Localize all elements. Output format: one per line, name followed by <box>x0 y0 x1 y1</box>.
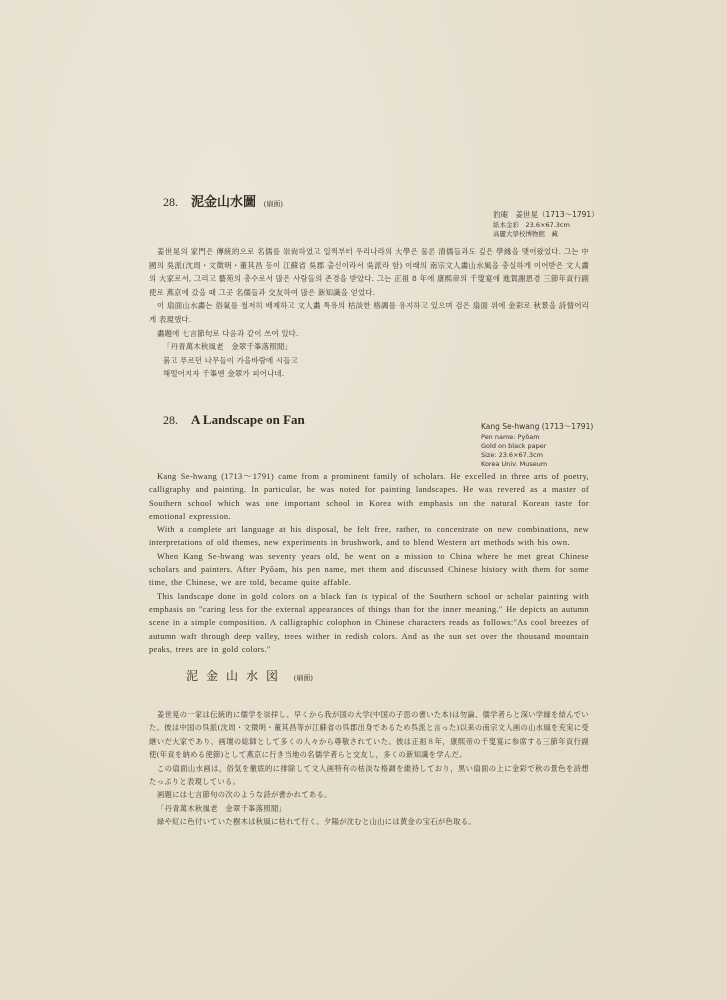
korean-paragraph: 畵題에 七言節句로 다음과 같이 쓰여 있다. <box>157 328 299 338</box>
japanese-poem-line: 緑や紅に色付いていた樹木は秋風に枯れて行く。夕陽が沈むと山山には黄金の宝石が色取る。 <box>157 817 476 827</box>
english-paragraph: This landscape done in gold colors on a black fan is typical of the Southern school or scholar painting with emphasis on "caring less for the external appearances of things than for the inner meaning." He depicts an autumn scene in a simple composition. A calligraphic colophon in Chinese characters reads as follows:"As cool breezes of autumn waft through deep valley, trees wither in redish colors. And as the sun set over the thousand mountain peaks, trees are in gold colors." <box>149 591 589 654</box>
english-body <box>149 470 589 656</box>
japanese-paragraph: 画題には七言節句の次のような詩が書かれてある。 <box>157 790 332 800</box>
korean-poem-line: 붉고 푸르던 나무들이 가을바람에 시들고 <box>163 355 298 365</box>
english-credit-block <box>481 422 593 469</box>
japanese-body <box>149 708 589 829</box>
english-paragraph: With a complete art language at his disposal, he felt free, rather, to concentrate on new combinations, new interpretations of old themes, new experiments in brushwork, and to blend Western art methods with his own. <box>149 525 589 548</box>
artwork-subtitle-japanese: (扇面) <box>294 674 313 682</box>
collection-credit: 高麗大學校博物館 藏 <box>493 230 558 238</box>
japanese-paragraph: 姜世晃の一家は伝統的に儒学を崇拝し、早くから我が国の大学(中国の子思の書いた本)は勿論、儒学者らと深い学縁を結んでいた。彼は中国の呉派(沈周・文徴明・董其昌等が江蘇省の呉郡出身であるため呉派と言った)以来の南宗文人画の山水風を充実に受継いだ大家であり、画壇の総師として多くの人々から尊敬されていた。彼は正祖８年，康熙帝の千叟宴に参席する三節年貢行副使(年貢を納める使節)として燕京に行き当地の名儒学者らと交友し，多くの新知識を学んだ。 <box>149 710 589 760</box>
artwork-title-korean: 泥金山水圖 <box>191 194 257 209</box>
artwork-title-english: A Landscape on Fan <box>191 412 305 427</box>
korean-body <box>149 245 589 381</box>
japanese-paragraph: この扇面山水画は，俗気を徹底的に排除して文人画特有の枯淡な格調を維持しており，黒い扇面の上に金彩で秋の景色を詩想たっぷりと表現している。 <box>149 763 589 787</box>
entry-number: 28. <box>163 195 178 209</box>
collection-credit: Korea Univ. Museum <box>481 460 548 468</box>
korean-poem-line: 해떨어지자 千峯엔 金翠가 피어나네. <box>163 369 285 379</box>
korean-section-title <box>163 191 283 211</box>
medium-credit: 紙本金彩 23.6×67.3cm <box>493 221 570 229</box>
artist-credit: Kang Se-hwang (1713～1791) <box>481 422 594 431</box>
english-paragraph: Kang Se-hwang (1713～1791) came from a prominent family of scholars. He excelled in three arts of poetry, calligraphy and painting. In particular, he was noted for painting landscapes. He was revered as a master of Southern school which was one important school in Korea with emphasis on the natural Korean taste for emotional expression. <box>149 472 589 521</box>
korean-paragraph: 姜世晃의 家門은 傳統的으로 名儒를 崇尙하였고 일찍부터 우리나라의 大學은 물론 清儒들과도 깊은 學緣을 맺어왔었다. 그는 中國의 吳派(沈周・文徵明・董其昌 등이 江蘇省 吳郡 출신이라서 吳派라 함) 이래의 南宗文人畵山水風을 충실하게 이어받은 文人畵의 大家로서, 그리고 藝苑의 총수로서 많은 사람들의 존경을 받았다. 그는 正祖 8 年에 康熙帝의 千叟宴에 進賀謝恩겸 三節年貢行副使로 燕京에 갔을 때 그곳 名儒들과 交友하여 많은 新知識을 얻었다. <box>149 247 589 297</box>
korean-paragraph: 이 扇面山水畵는 俗氣를 철저히 배제하고 文人畵 특유의 枯淡한 格調를 유지하고 있으며 검은 扇面 위에 金彩로 秋景을 詩情어리게 表現했다. <box>149 301 589 324</box>
english-paragraph: When Kang Se-hwang was seventy years old, he went on a mission to China where he met great Chinese scholars and painters. After Pyŏam, his pen name, met them and discussed Chinese history with them for some time, the Chinese, we are told, became quite affable. <box>149 551 589 588</box>
medium-credit: Gold on black paper <box>481 442 547 450</box>
artwork-subtitle-korean: (扇面) <box>264 200 283 208</box>
korean-credit-block <box>493 210 599 239</box>
japanese-section-title <box>186 667 313 685</box>
entry-number: 28. <box>163 413 178 427</box>
english-section-title <box>163 411 305 429</box>
artwork-title-japanese: 泥金山水図 <box>186 669 287 683</box>
japanese-poem-line: 「丹青萬木秋風老 金翠千峯落照閒」 <box>157 803 287 813</box>
artist-credit: 豹庵 姜世晃（1713～1791） <box>493 210 599 219</box>
korean-poem-line: 「丹青萬木秋風老 金翠千峯落照閒」 <box>163 342 293 352</box>
size-credit: Size: 23.6×67.3cm <box>481 451 543 459</box>
pen-name-credit: Pen name: Pyŏam <box>481 433 540 441</box>
